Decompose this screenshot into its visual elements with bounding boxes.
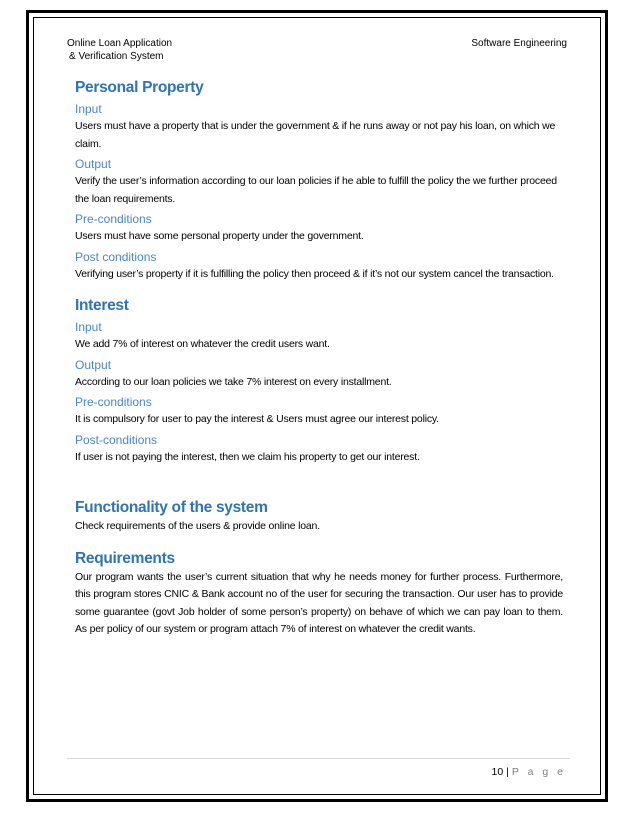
int-post-label: Post-conditions — [75, 432, 158, 447]
pp-post-text: Verifying user’s property if it is fulfilling the policy then proceed & if it’s not our system cancel the transaction. — [75, 267, 554, 280]
pp-output-text: Verify the user’s information according to our loan policies if he able to fulfill the policy the we further proceed the loan requirements. — [75, 175, 557, 205]
requirements-text: Our program wants the user’s current situation that why he needs money for further process. Furthermore, this program stores CNIC & Bank account no of the user for securing the transaction. Our user has to provide some guarantee (govt Job holder of some person’s property) on behave of which we can pay loan to them. As per policy of our system or program attach 7% of interest on whatever the credit wants. — [75, 570, 563, 635]
section-title-requirements: Requirements — [75, 549, 175, 567]
int-pre-label: Pre-conditions — [75, 395, 152, 409]
page-number: 10 — [491, 766, 504, 778]
header-subject: Software Engineering — [471, 38, 567, 49]
header-title-line2: & Verification System — [69, 51, 164, 62]
pp-pre-label: Pre-conditions — [75, 212, 152, 226]
int-post-text: If user is not paying the interest, then we claim his property to get our interest. — [75, 450, 420, 463]
int-output-label: Output — [75, 357, 112, 372]
section-title-interest: Interest — [75, 297, 129, 314]
int-input-label: Input — [75, 320, 102, 334]
page-label: P a g e — [511, 766, 566, 778]
header-left — [67, 37, 172, 63]
functionality-text: Check requirements of the users & provide online loan. — [75, 520, 320, 532]
int-input-text: We add 7% of interest on whatever the credit users want. — [75, 338, 330, 350]
pp-input-text: Users must have a property that is under the government & if he runs away or not pay his loan, on which we claim. — [75, 120, 556, 150]
section-title-functionality: Functionality of the system — [75, 499, 268, 516]
pp-input-label: Input — [75, 102, 102, 116]
footer-divider — [67, 758, 570, 759]
pp-post-label: Post conditions — [75, 249, 157, 264]
pp-output-label: Output — [75, 157, 112, 171]
int-output-text: According to our loan policies we take 7% interest on every installment. — [75, 375, 392, 388]
page-footer — [491, 765, 566, 779]
document-body — [75, 78, 563, 639]
section-title-personal-property: Personal Property — [75, 79, 204, 96]
int-pre-text: It is compulsory for user to pay the interest & Users must agree our interest policy. — [75, 413, 439, 425]
footer-separator: | — [506, 766, 509, 778]
header-title-line1: Online Loan Application — [67, 38, 173, 49]
pp-pre-text: Users must have some personal property under the government. — [75, 230, 364, 242]
